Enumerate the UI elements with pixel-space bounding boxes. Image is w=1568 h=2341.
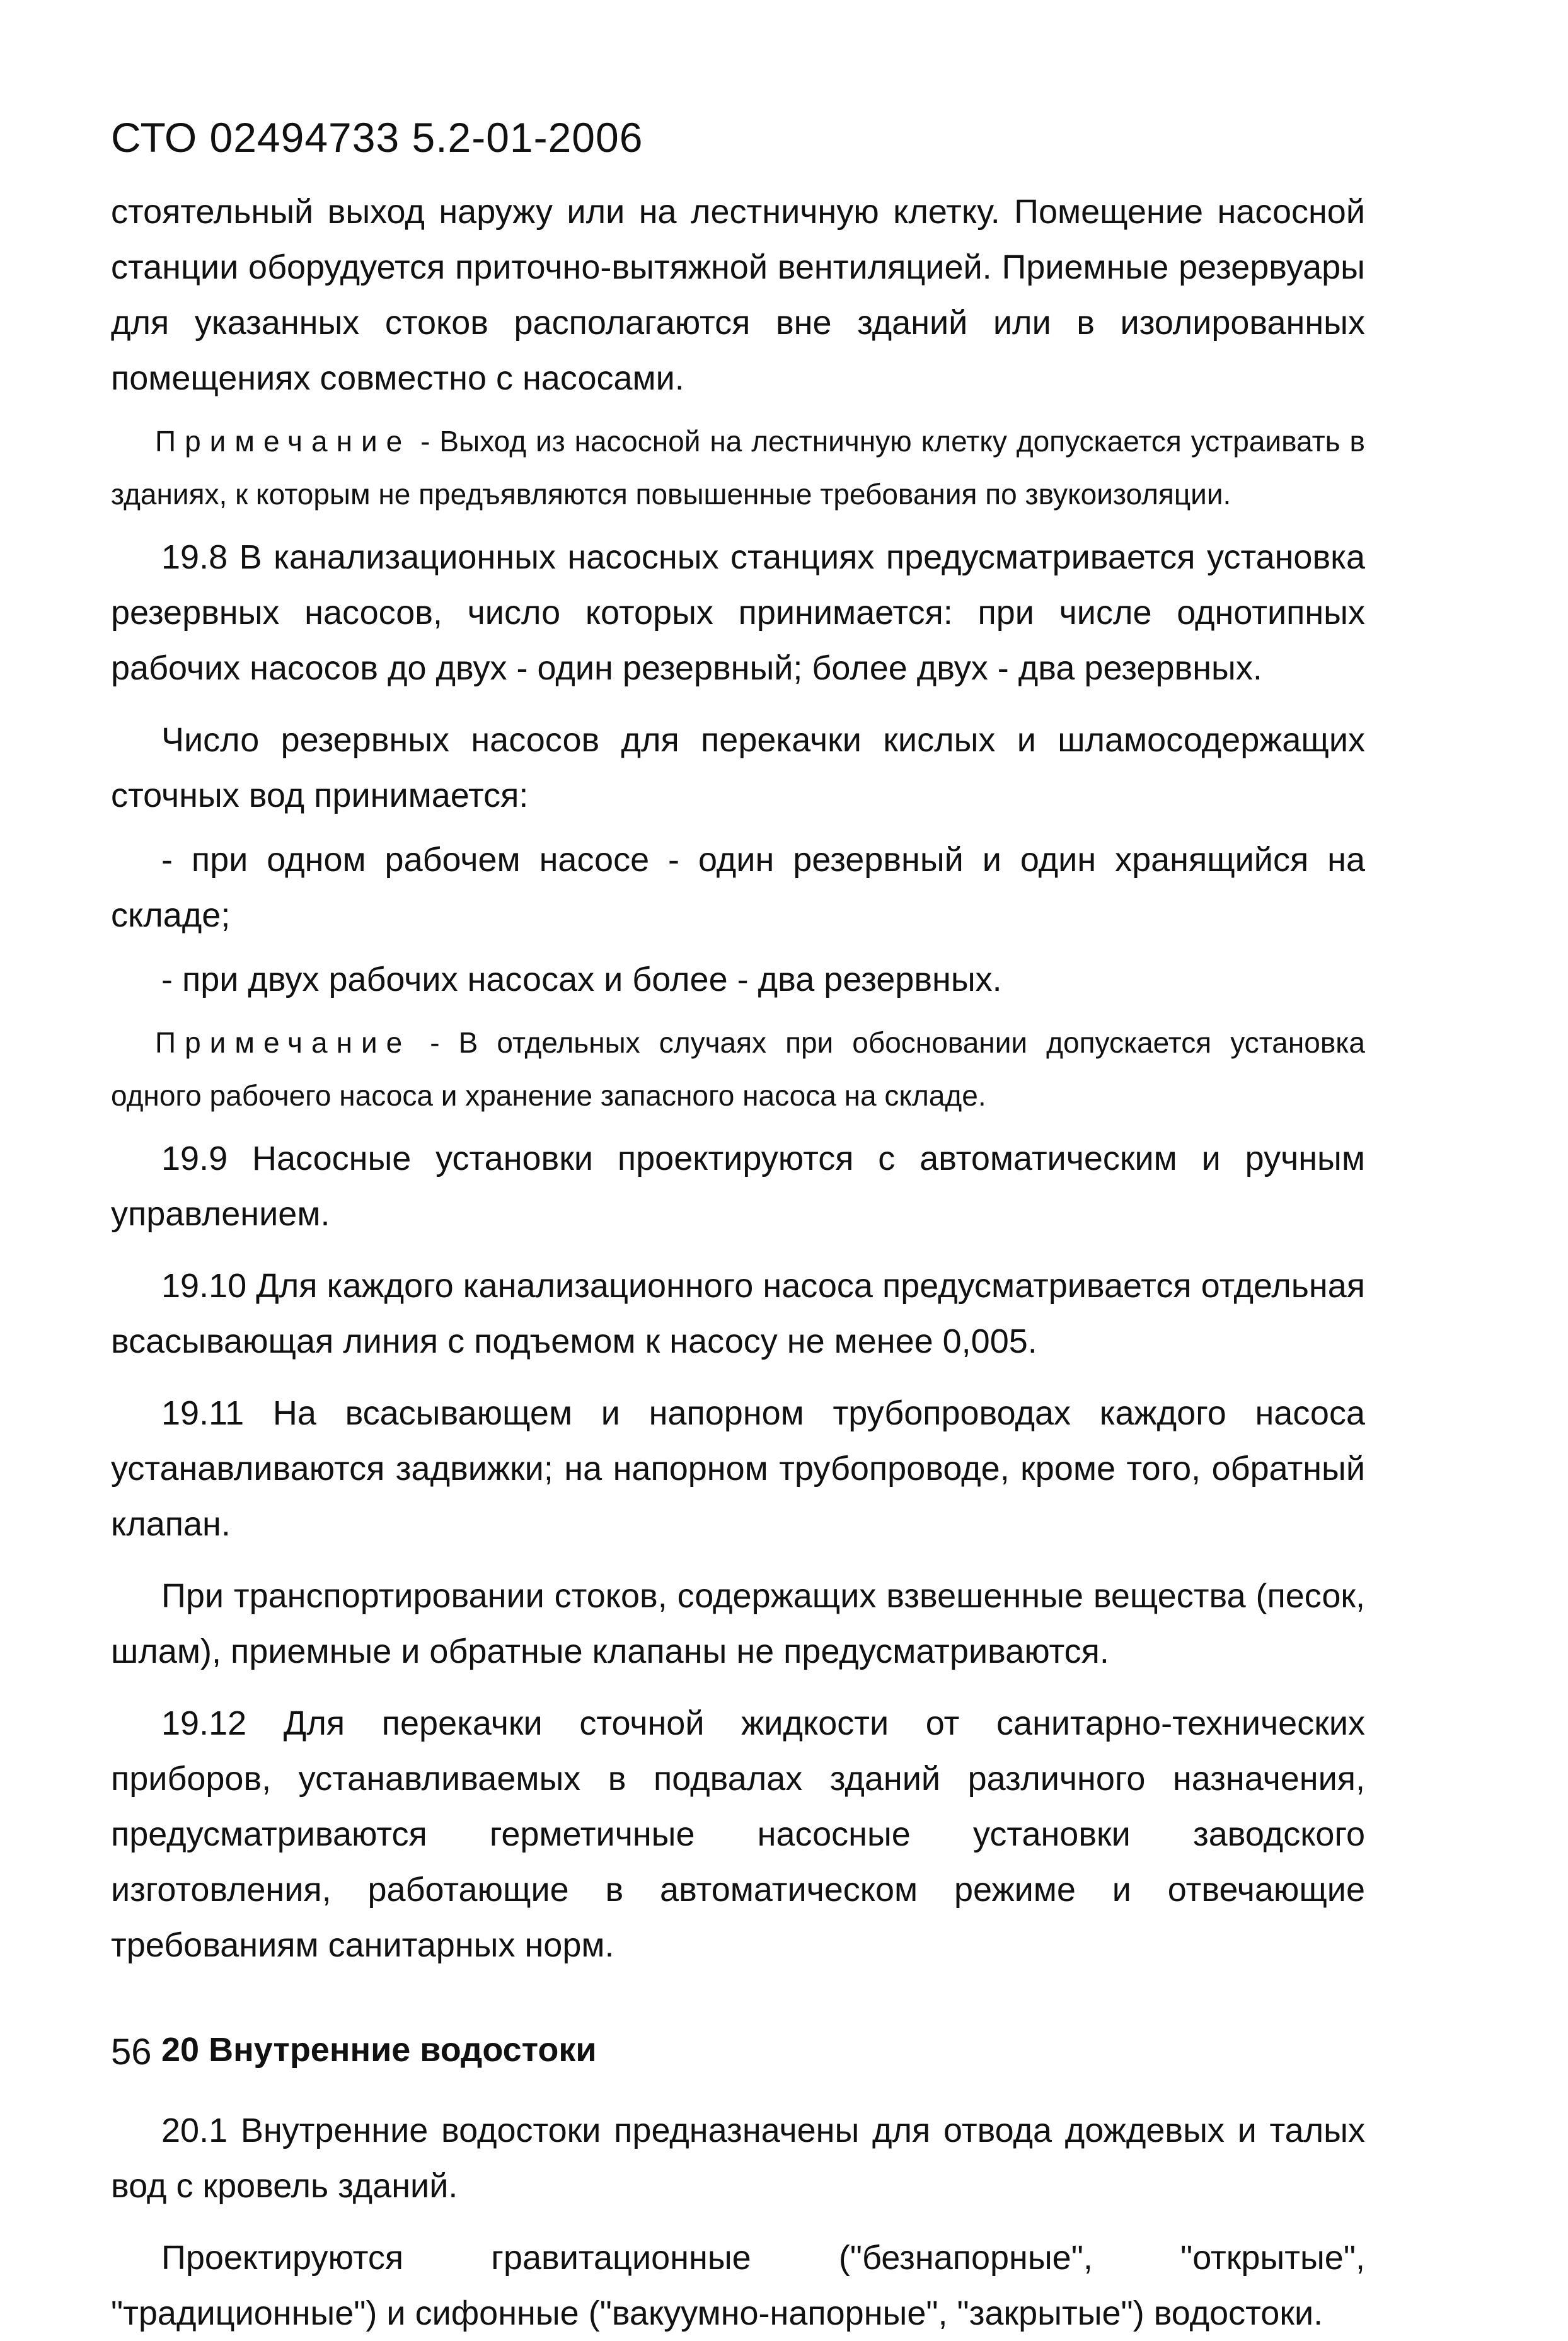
clause-19-11: 19.11 На всасывающем и напорном трубопроводах каждого насоса устанавливаются задвижки; на напорном трубопроводе, кроме того, обратный клапан.	[111, 1394, 1365, 1543]
list-item-1: - при одном рабочем насосе - один резервный и один хранящийся на складе;	[111, 841, 1365, 934]
section-20-heading: 20 Внутренние водостоки	[161, 2031, 597, 2069]
note-text: - Выход из насосной на лестничную клетку допускается устраивать в зданиях, к которым не предъявляются повышенные требования по звукоизоляции.	[111, 425, 1365, 511]
note-1	[111, 415, 1365, 521]
clause-19-10: 19.10 Для каждого канализационного насоса предусматривается отдельная всасывающая линия с подъемом к насосу не менее 0,005.	[111, 1267, 1365, 1360]
note-label: Примечание	[155, 1026, 412, 1059]
document-code: СТО 02494733 5.2-01-2006	[111, 114, 643, 161]
clause-20-1-types: Проектируются гравитационные ("безнапорные", "открытые", "традиционные") и сифонные ("вакуумно-напорные", "закрытые") водостоки.	[111, 2239, 1365, 2332]
clause-19-8: 19.8 В канализационных насосных станциях предусматривается установка резервных насосов, число которых принимается: при числе однотипных рабочих насосов до двух - один резервный; более двух - два резервных.	[111, 538, 1365, 687]
paragraph-continuation: стоятельный выход наружу или на лестничную клетку. Помещение насосной станции оборудуется приточно-вытяжной вентиляцией. Приемные резервуары для указанных стоков располагаются вне зданий или в изолированных помещениях совместно с насосами.	[111, 193, 1365, 397]
list-item-2: - при двух рабочих насосах и более - два резервных.	[161, 961, 1002, 998]
clause-20-1: 20.1 Внутренние водостоки предназначены для отвода дождевых и талых вод с кровель зданий.	[111, 2112, 1365, 2205]
page-number: 56	[111, 2032, 152, 2072]
document-body	[111, 184, 1365, 2341]
note-2	[111, 1016, 1365, 1122]
note-label: Примечание	[155, 425, 412, 458]
clause-19-11-transport: При транспортировании стоков, содержащих взвешенные вещества (песок, шлам), приемные и обратные клапаны не предусматриваются.	[111, 1577, 1365, 1670]
clause-19-12: 19.12 Для перекачки сточной жидкости от санитарно-технических приборов, устанавливаемых в подвалах зданий различного назначения, предусматриваются герметичные насосные установки заводского изготовления, работающие в автоматическом режиме и отвечающие требованиям санитарных норм.	[111, 1704, 1365, 1964]
note-text: - В отдельных случаях при обосновании допускается установка одного рабочего насоса и хранение запасного насоса на складе.	[111, 1026, 1365, 1112]
clause-19-9: 19.9 Насосные установки проектируются с автоматическим и ручным управлением.	[111, 1140, 1365, 1233]
clause-19-8-reserve: Число резервных насосов для перекачки кислых и шламосодержащих сточных вод принимается:	[111, 721, 1365, 814]
